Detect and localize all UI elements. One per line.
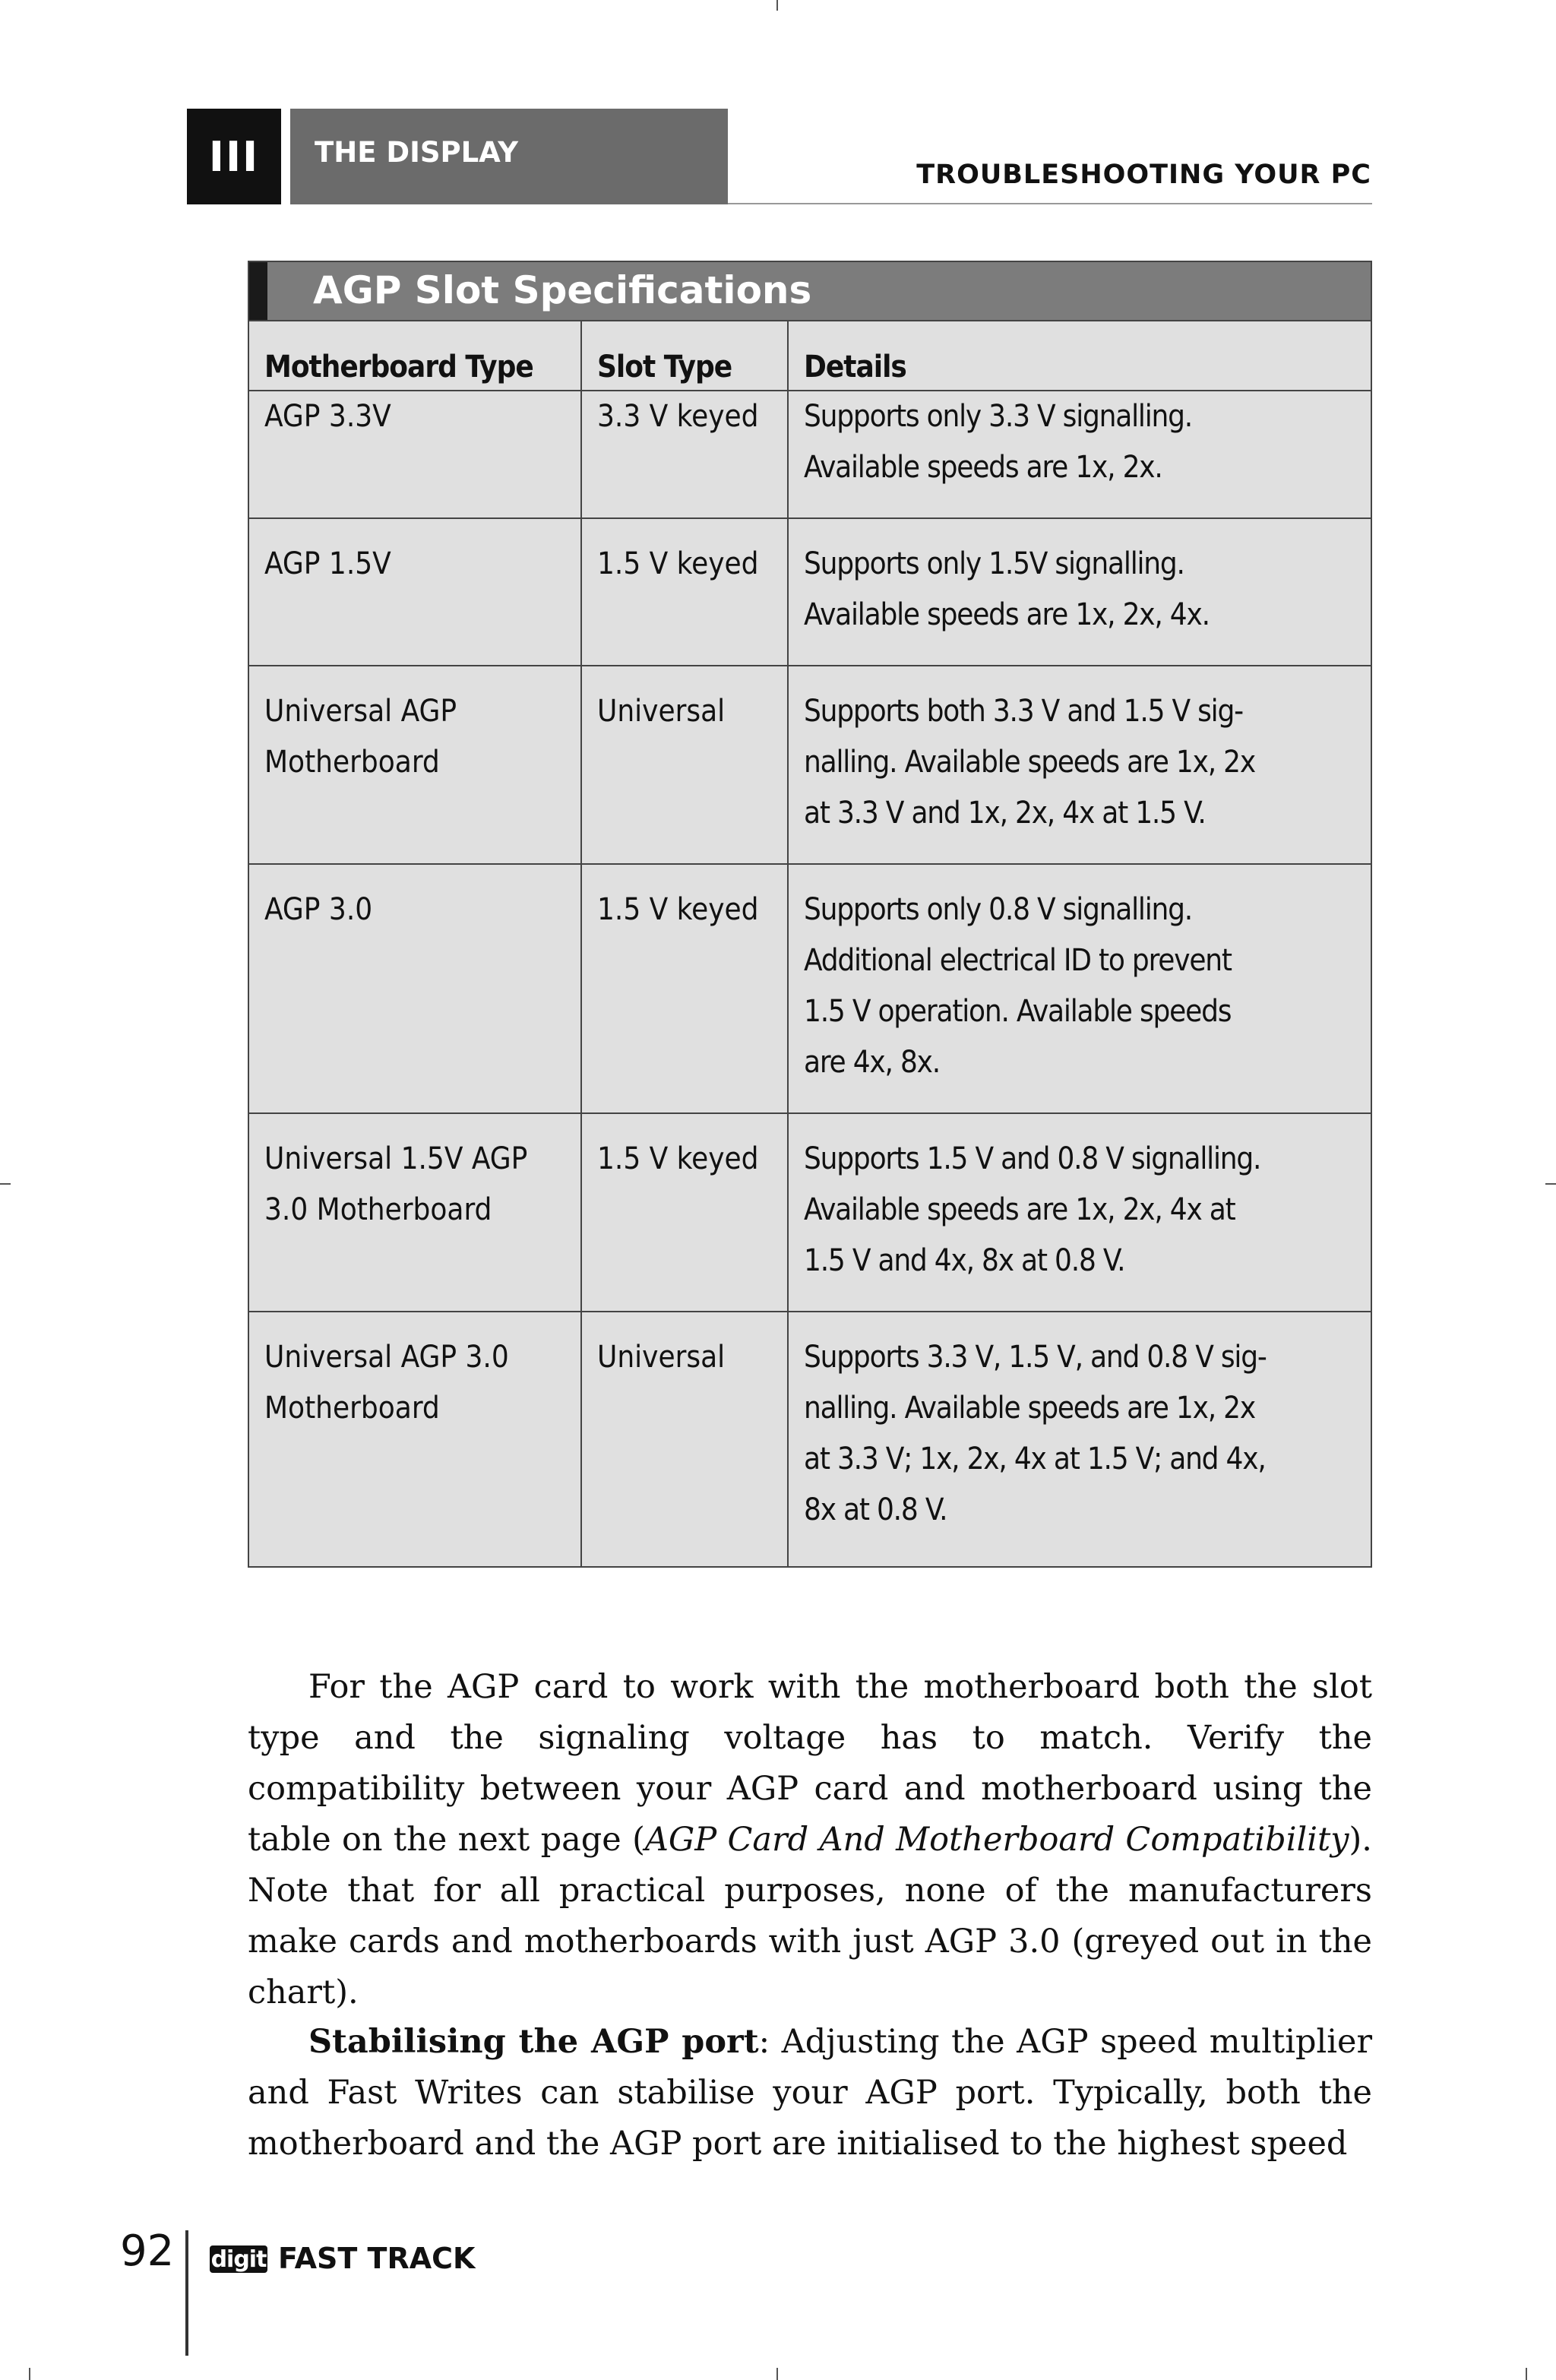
details-line: 8x at 0.8 V. <box>804 1492 947 1527</box>
crop-mark <box>776 2368 778 2380</box>
details-line: Additional electrical ID to prevent <box>804 943 1232 978</box>
cell-slot-type: 3.3 V keyed <box>581 391 788 518</box>
col-header-slot-type: Slot Type <box>581 321 788 391</box>
table-caption <box>249 262 1371 321</box>
cell-details <box>788 666 1371 864</box>
header-rule <box>728 203 1372 204</box>
section-title: THE DISPLAY <box>315 136 519 169</box>
table-caption-text: AGP Slot Specifications <box>313 268 812 312</box>
para1-text-after: ). Note that for all practical purposes, none of the manufacturers make cards and motherboards with just AGP 3.0 (greyed out in the chart). <box>248 1821 1372 2011</box>
body-paragraph-2 <box>248 2017 1372 2170</box>
table-row <box>249 864 1371 1113</box>
caption-bar <box>249 262 267 320</box>
cell-slot-type: Universal <box>581 1312 788 1566</box>
details-line: Supports only 0.8 V signalling. <box>804 892 1193 927</box>
col-header-motherboard-type: Motherboard Type <box>249 321 581 391</box>
crop-mark <box>1545 1183 1556 1185</box>
details-line: Supports only 1.5V signalling. <box>804 546 1184 581</box>
details-line: at 3.3 V; 1x, 2x, 4x at 1.5 V; and 4x, <box>804 1442 1266 1476</box>
digit-logo: digit <box>210 2245 267 2273</box>
para2-heading: Stabilising the AGP port <box>308 2023 759 2061</box>
details-line: Supports 3.3 V, 1.5 V, and 0.8 V sig- <box>804 1340 1267 1375</box>
cell-details <box>788 518 1371 666</box>
cell-details <box>788 1312 1371 1566</box>
cell-details <box>788 1113 1371 1312</box>
details-line: 1.5 V operation. Available speeds <box>804 994 1232 1029</box>
section-title-box <box>290 109 728 204</box>
table-row <box>249 1113 1371 1312</box>
cell-motherboard-type: AGP 3.0 <box>249 864 581 1113</box>
table-row <box>249 518 1371 666</box>
page-number: 92 <box>120 2227 175 2276</box>
section-number: III <box>187 109 281 204</box>
cell-slot-type: 1.5 V keyed <box>581 864 788 1113</box>
table-row <box>249 391 1371 518</box>
col-header-details: Details <box>788 321 1371 391</box>
details-line: Supports both 3.3 V and 1.5 V sig- <box>804 694 1243 729</box>
para2-text: : Adjusting the AGP speed multiplier and Fast Writes can stabilise your AGP port. Typically, both the motherboard and the AGP port are initialised to the highest speed <box>248 2023 1372 2163</box>
series-title: FAST TRACK <box>278 2242 476 2275</box>
details-line: at 3.3 V and 1x, 2x, 4x at 1.5 V. <box>804 796 1206 831</box>
table-row <box>249 1312 1371 1566</box>
cell-motherboard-type: Universal AGP 3.0 Motherboard <box>249 1312 581 1566</box>
details-line: Supports 1.5 V and 0.8 V signalling. <box>804 1141 1261 1176</box>
details-line: nalling. Available speeds are 1x, 2x <box>804 745 1255 780</box>
table-row <box>249 666 1371 864</box>
cell-details <box>788 864 1371 1113</box>
cell-slot-type: 1.5 V keyed <box>581 518 788 666</box>
details-line: nalling. Available speeds are 1x, 2x <box>804 1391 1255 1426</box>
cell-motherboard-type: AGP 3.3V <box>249 391 581 518</box>
para1-text-before: For the AGP card to work with the motherboard both the slot type and the signaling voltage has to match. Verify the compatibility between your AGP card and motherboard using the table on the next page ( <box>248 1668 1372 1859</box>
agp-slot-spec-table <box>248 261 1372 1568</box>
para1-italic-ref: AGP Card And Motherboard Compatibility <box>644 1821 1349 1859</box>
table-header-row <box>249 321 1371 391</box>
crop-mark <box>29 2368 30 2380</box>
details-line: Available speeds are 1x, 2x, 4x at <box>804 1192 1235 1227</box>
cell-motherboard-type: AGP 1.5V <box>249 518 581 666</box>
cell-slot-type: 1.5 V keyed <box>581 1113 788 1312</box>
cell-details <box>788 391 1371 518</box>
running-head: TROUBLESHOOTING YOUR PC <box>916 160 1371 190</box>
crop-mark <box>776 0 778 11</box>
details-line: Available speeds are 1x, 2x. <box>804 450 1162 485</box>
details-line: 1.5 V and 4x, 8x at 0.8 V. <box>804 1243 1125 1278</box>
details-line: Available speeds are 1x, 2x, 4x. <box>804 597 1210 632</box>
footer-rule <box>185 2230 188 2356</box>
cell-motherboard-type: Universal 1.5V AGP 3.0 Motherboard <box>249 1113 581 1312</box>
cell-motherboard-type: Universal AGP Motherboard <box>249 666 581 864</box>
details-line: are 4x, 8x. <box>804 1045 940 1080</box>
body-paragraph-1 <box>248 1662 1372 2018</box>
spec-table-grid <box>249 321 1371 1566</box>
crop-mark <box>1526 2368 1527 2380</box>
crop-mark <box>0 1183 11 1185</box>
cell-slot-type: Universal <box>581 666 788 864</box>
details-line: Supports only 3.3 V signalling. <box>804 399 1193 434</box>
